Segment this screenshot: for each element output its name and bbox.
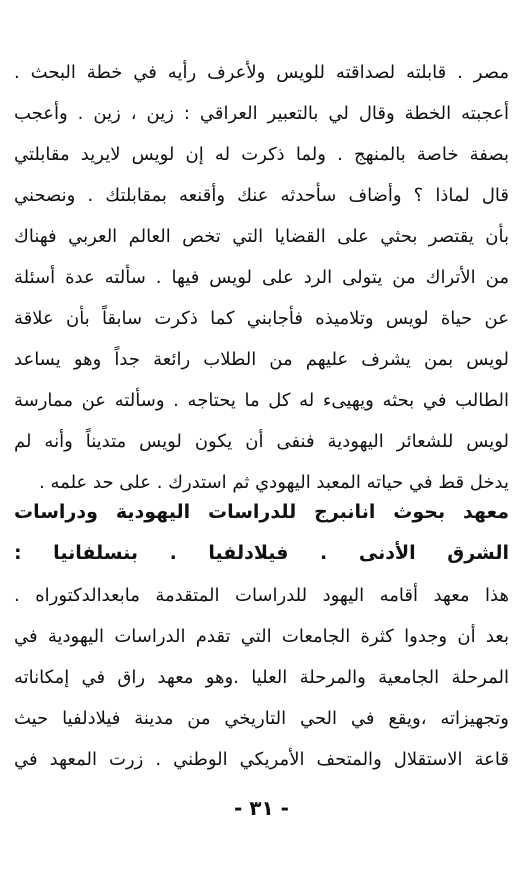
paragraph-line: أعجبته الخطة وقال لي بالتعبير العراقي : زين ، زين . وأعجب — [14, 103, 509, 124]
paragraph-line: لويس للشعائر اليهودية فنفى أن يكون لويس متديناً وأنه لم — [14, 431, 509, 452]
paragraph-line: يدخل قط في حياته المعبد اليهودي ثم استدرك . على حد علمه . — [39, 472, 509, 493]
paragraph-line: لويس بمن يشرف عليهم من الطلاب رائعة جداً وهو يساعد — [14, 349, 509, 370]
paragraph-line: قاعة الاستقلال والمتحف الأمريكي الوطني . زرت المعهد في — [14, 749, 509, 770]
paragraph-institute — [14, 575, 509, 780]
paragraph-line: هذا معهد أقامه اليهود للدراسات المتقدمة مابعدالدكتوراه . — [14, 585, 509, 606]
heading-line: الشرق الأدنى . فيلادلفيا . بنسلفانيا : — [14, 542, 509, 564]
paragraph-line: المرحلة الجامعية والمرحلة العليا .وهو معهد راق في إمكاناته — [14, 667, 509, 688]
paragraph-line: بصفة خاصة بالمنهج . ولما ذكرت له إن لويس لايريد مقابلتي — [14, 144, 509, 165]
paragraph-line: عن حياة لويس وتلاميذه فأجابني كما ذكرت سابقاً بأن علاقة — [14, 308, 509, 329]
paragraph-line: الطالب في بحثه ويهيىء له كل ما يحتاجه . وسألته عن ممارسة — [14, 390, 509, 411]
paragraph-line: وتجهيزاته ،ويقع في الحي التاريخي من مدينة فيلادلفيا حيث — [14, 708, 509, 729]
paragraph-line: بأن يقتصر بحثي على القضايا التي تخص العالم العربي فهناك — [14, 226, 509, 247]
paragraph-interview — [14, 52, 509, 503]
paragraph-line: مصر . قابلته لصداقته للويس ولأعرف رأيه في خطة البحث . — [14, 62, 509, 83]
section-heading — [14, 492, 509, 574]
page-number: - ٣١ - — [234, 796, 289, 820]
paragraph-line: قال لماذا ؟ وأضاف سأحدثه عنك وأقنعه بمقابلتك . ونصحني — [14, 185, 509, 206]
paragraph-line: بعد أن وجدوا كثرة الجامعات التي تقدم الدراسات اليهودية في — [14, 626, 509, 647]
heading-line: معهد بحوث انانبرج للدراسات اليهودية ودراسات — [14, 501, 509, 523]
paragraph-line: من الأتراك من يتولى الرد على لويس فيها . سألته عدة أسئلة — [14, 267, 509, 288]
